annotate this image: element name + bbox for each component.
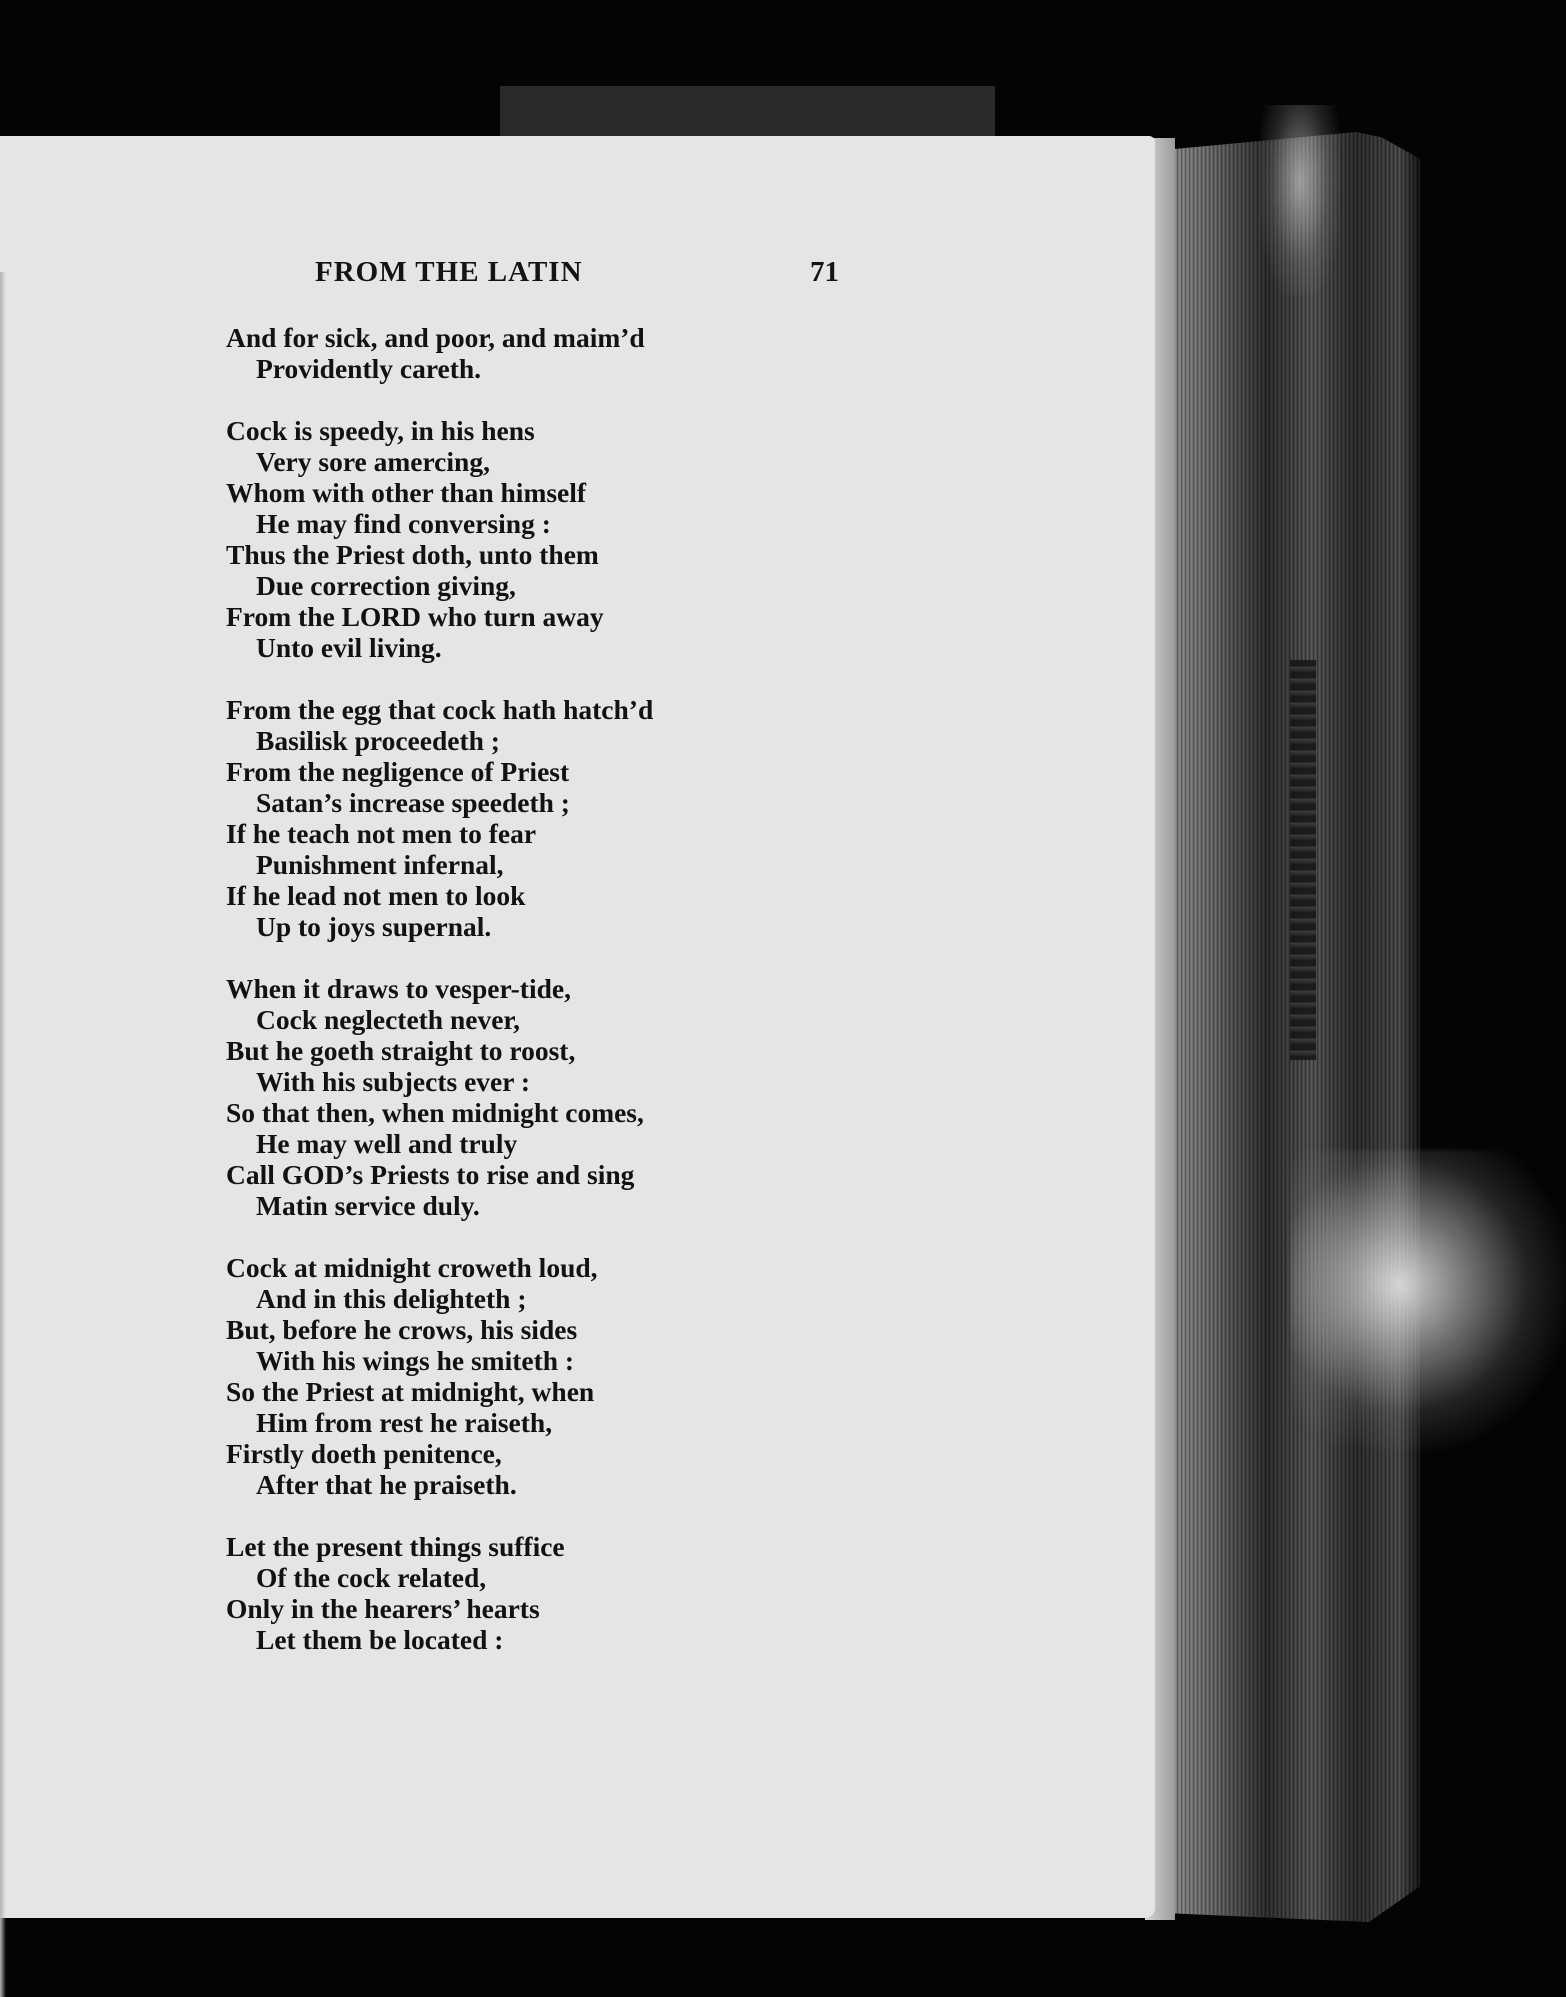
poem-line: Let the present things suffice	[226, 1531, 565, 1562]
poem-line: If he lead not men to look	[226, 880, 526, 911]
stanza	[226, 973, 986, 1221]
poem-line: But he goeth straight to roost,	[226, 1035, 576, 1066]
poem-line: With his subjects ever :	[256, 1066, 530, 1097]
stanza	[226, 322, 986, 384]
poem-body	[226, 322, 986, 1686]
poem-line: Cock is speedy, in his hens	[226, 415, 535, 446]
poem-line: Matin service duly.	[256, 1190, 480, 1221]
stanza	[226, 1531, 986, 1655]
poem-line: Basilisk proceedeth ;	[256, 725, 500, 756]
poem-line: After that he praiseth.	[256, 1469, 517, 1500]
poem-line: Very sore amercing,	[256, 446, 490, 477]
poem-line: From the negligence of Priest	[226, 756, 570, 787]
poem-line: From the egg that cock hath hatch’d	[226, 694, 654, 725]
stanza	[226, 694, 986, 942]
poem-line: Providently careth.	[256, 353, 482, 384]
poem-line: Only in the hearers’ hearts	[226, 1593, 540, 1624]
poem-line: So that then, when midnight comes,	[226, 1097, 644, 1128]
poem-line: He may well and truly	[256, 1128, 518, 1159]
poem-line: Punishment infernal,	[256, 849, 504, 880]
stanza	[226, 1252, 986, 1500]
poem-line: Cock at midnight croweth loud,	[226, 1252, 598, 1283]
poem-line: And for sick, and poor, and maim’d	[226, 322, 645, 353]
poem-line: So the Priest at midnight, when	[226, 1376, 595, 1407]
poem-line: From the LORD who turn away	[226, 601, 604, 632]
poem-line: With his wings he smiteth :	[256, 1345, 575, 1376]
poem-line: Him from rest he raiseth,	[256, 1407, 553, 1438]
poem-line: And in this delighteth ;	[256, 1283, 527, 1314]
poem-line: But, before he crows, his sides	[226, 1314, 578, 1345]
poem-line: Due correction giving,	[256, 570, 516, 601]
page-edge-marking	[1290, 660, 1316, 1060]
poem-line: Of the cock related,	[256, 1562, 487, 1593]
poem-line: Up to joys supernal.	[256, 911, 492, 942]
poem-line: Unto evil living.	[256, 632, 442, 663]
page-left-edge	[0, 272, 6, 1997]
poem-line: Let them be located :	[256, 1624, 504, 1655]
poem-line: When it draws to vesper-tide,	[226, 973, 571, 1004]
page-number: 71	[810, 256, 839, 288]
poem-line: Firstly doeth penitence,	[226, 1438, 502, 1469]
poem-line: Call GOD’s Priests to rise and sing	[226, 1159, 635, 1190]
poem-line: Whom with other than himself	[226, 477, 587, 508]
page-edge-highlight	[1260, 105, 1340, 295]
poem-line: He may find conversing :	[256, 508, 551, 539]
stanza	[226, 415, 986, 663]
running-head: FROM THE LATIN	[315, 256, 583, 288]
poem-line: If he teach not men to fear	[226, 818, 537, 849]
poem-line: Cock neglecteth never,	[256, 1004, 520, 1035]
poem-line: Satan’s increase speedeth ;	[256, 787, 570, 818]
poem-line: Thus the Priest doth, unto them	[226, 539, 599, 570]
fabric-smudge	[1290, 1150, 1566, 1450]
